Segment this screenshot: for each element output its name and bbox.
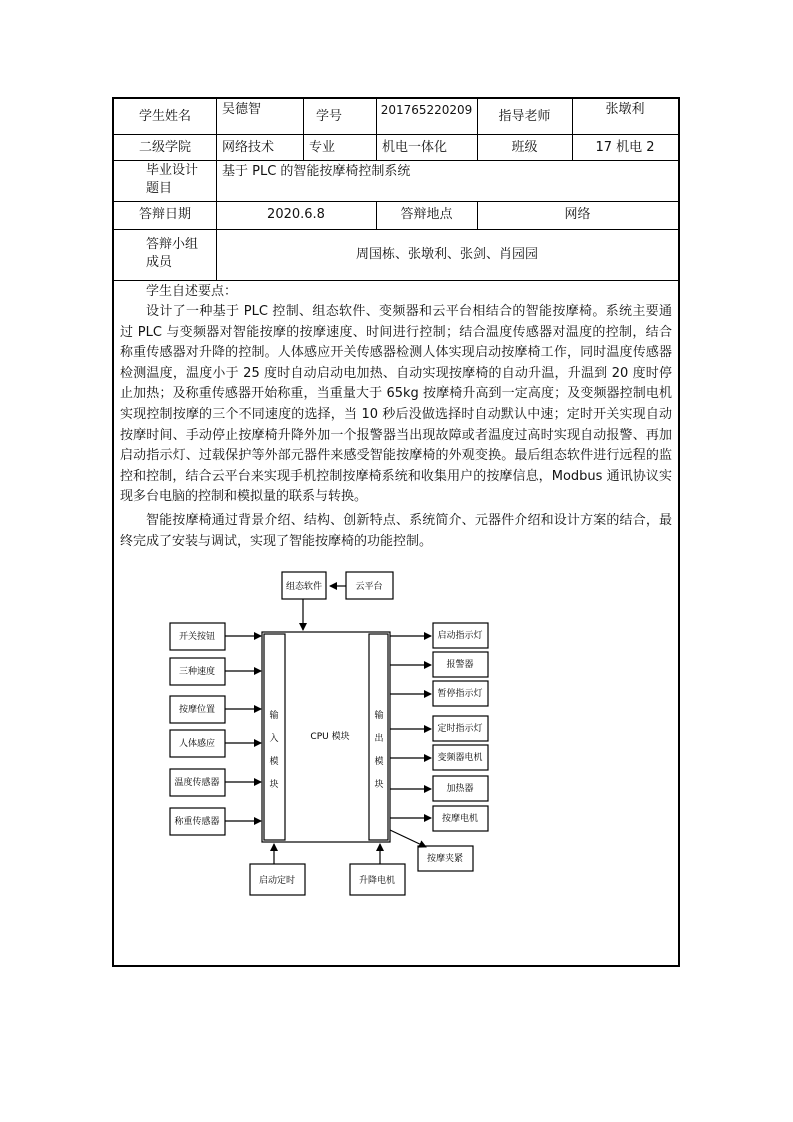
output-module-label bbox=[374, 709, 383, 790]
student-name-value: 吴德智 bbox=[222, 102, 262, 117]
input-module-char: 输 bbox=[269, 711, 279, 721]
summary-heading: 学生自述要点： bbox=[146, 284, 238, 299]
defense-date-label: 答辩日期 bbox=[138, 207, 191, 222]
config-software-label: 组态软件 bbox=[285, 582, 323, 592]
committee-label-line: 答辩小组 bbox=[146, 237, 199, 252]
topic-value: 基于 PLC 的智能按摩椅控制系统 bbox=[222, 164, 411, 179]
input-label: 按摩位置 bbox=[178, 705, 216, 715]
start-timer-label: 启动定时 bbox=[258, 876, 296, 886]
student-id-label: 学号 bbox=[316, 109, 343, 124]
summary-paragraph-2: 智能按摩椅通过背景介绍、结构、创新特点、系统简介、元器件介绍和设计方案的结合，最终完成了安装与调试，实现了智能按摩椅的功能控制。 bbox=[120, 513, 672, 549]
committee-label-line: 成员 bbox=[146, 255, 173, 270]
output-label: 启动指示灯 bbox=[437, 631, 483, 641]
defense-date-value: 2020.6.8 bbox=[267, 207, 325, 222]
college-label: 二级学院 bbox=[138, 140, 191, 155]
input-module-char: 模 bbox=[269, 757, 279, 767]
input-label: 开关按钮 bbox=[178, 632, 216, 642]
input-label: 三种速度 bbox=[178, 667, 216, 677]
lift-motor-label: 升降电机 bbox=[358, 876, 396, 886]
cpu-module-label: CPU 模块 bbox=[310, 732, 350, 742]
output-label: 按摩电机 bbox=[441, 814, 479, 824]
output-label: 变频器电机 bbox=[437, 753, 483, 763]
input-label: 人体感应 bbox=[178, 739, 216, 749]
class-value: 17 机电 2 bbox=[595, 140, 655, 155]
summary-paragraph-1: 设计了一种基于 PLC 控制、组态软件、变频器和云平台相结合的智能按摩椅。系统主要通过 PLC 与变频器对智能按摩的按摩速度、时间进行控制；结合温度传感器对温度的控制，结合称重传感器对升降的控制。人体感应开关传感器检测人体实现启动按摩椅工作，同时温度传感器检测温度，温度小于 25 度时自动启动电加热、自动实现按摩椅的自动升温，升温到 20 度时停止加热；及称重传感器开始称重，当重量大于 65kg 按摩椅升高到一定高度；及变频器控制电机实现控制按摩的三个不同速度的选择，当 10 秒后没做选择时自动默认中速；定时开关实现自动按摩时间、手动停止按摩椅升降外加一个报警器当出现故障或者温度过高时实现自动报警、再加启动指示灯、过载保护等外部元器件来感受智能按摩椅的外观变换。最后组态软件进行远程的监控和控制，结合云平台来实现手机控制按摩椅系统和收集用户的按摩信息，Modbus 通讯协议实现多台电脑的控制和模拟量的联系与转换。 bbox=[120, 304, 672, 505]
input-label: 温度传感器 bbox=[174, 778, 220, 788]
college-value: 网络技术 bbox=[222, 140, 275, 155]
major-label: 专业 bbox=[309, 140, 336, 155]
output-label: 报警器 bbox=[446, 660, 474, 670]
student-id-value: 201765220209 bbox=[380, 103, 473, 117]
output-module-char: 出 bbox=[374, 734, 384, 744]
output-module-char: 输 bbox=[374, 711, 384, 721]
input-module-label bbox=[269, 709, 278, 790]
student-name-label: 学生姓名 bbox=[138, 109, 191, 124]
class-label: 班级 bbox=[511, 140, 538, 155]
output-label: 暂停指示灯 bbox=[437, 689, 483, 699]
cloud-platform-label: 云平台 bbox=[355, 582, 383, 592]
advisor-value: 张墩利 bbox=[605, 102, 645, 117]
input-module-char: 块 bbox=[269, 780, 279, 790]
defense-place-label: 答辩地点 bbox=[400, 207, 453, 222]
output-module-char: 模 bbox=[374, 757, 384, 767]
output-label: 定时指示灯 bbox=[437, 724, 483, 734]
topic-label-line: 题目 bbox=[146, 181, 173, 196]
output-label: 按摩夹紧 bbox=[426, 854, 464, 864]
major-value: 机电一体化 bbox=[382, 140, 448, 155]
defense-place-value: 网络 bbox=[564, 207, 591, 222]
advisor-label: 指导老师 bbox=[498, 109, 551, 124]
output-module-char: 块 bbox=[374, 780, 384, 790]
input-module-char: 入 bbox=[269, 734, 279, 744]
topic-label-line: 毕业设计 bbox=[146, 163, 199, 178]
input-label: 称重传感器 bbox=[174, 817, 220, 827]
output-label: 加热器 bbox=[446, 784, 474, 794]
committee-value: 周国栋、张墩利、张剑、肖园园 bbox=[355, 247, 538, 262]
